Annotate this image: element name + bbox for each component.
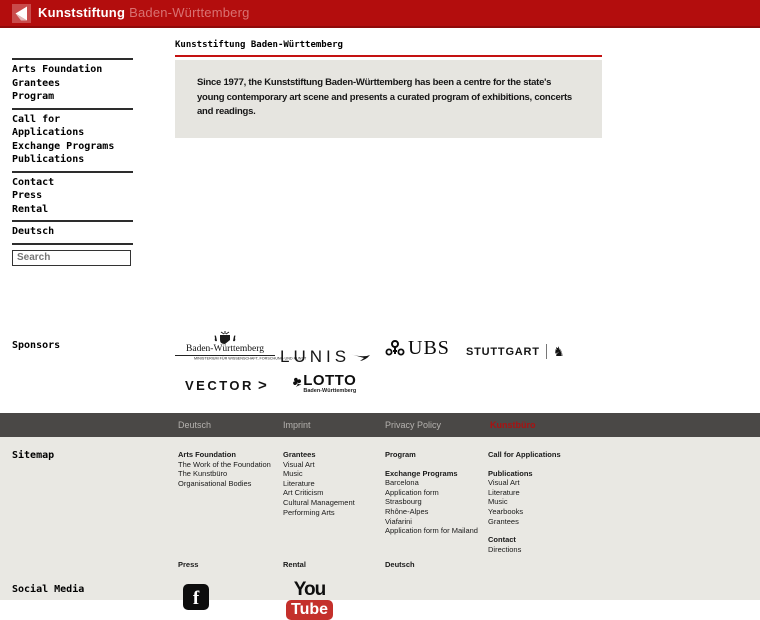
sitemap-link-performing-arts[interactable]: Performing Arts [283,507,335,517]
youtube-you-text: You [293,579,326,600]
nav-call-for-applications[interactable]: Call for Applications [12,113,85,138]
main-content [175,40,602,138]
ministry-crest-icon [175,331,275,344]
vector-name: VECTOR [185,378,254,393]
nav-group-contact [12,171,133,221]
brand-logo-icon[interactable] [12,4,31,23]
sitemap-link-pub-grantees[interactable]: Grantees [488,516,519,526]
sitemap-link-rhone-alpes[interactable]: Rhône-Alpes [385,506,429,516]
brand-title-light: Baden-Württemberg [129,5,250,20]
sitemap-link-art-criticism[interactable]: Art Criticism [283,488,324,498]
stuttgart-name: STUTTGART [466,345,540,358]
sidebar-nav [12,58,133,266]
stuttgart-divider [546,344,547,359]
lotto-name: LOTTO [303,372,357,389]
sitemap-link-work-of-foundation[interactable]: The Work of the Foundation [178,459,271,469]
sitemap-link-kunstbuero[interactable]: The Kunstbüro [178,469,228,479]
sitemap-column-program [385,450,487,545]
lotto-clover-icon: ♣ [289,371,305,390]
sitemap-link-pub-music[interactable]: Music [488,497,508,507]
sitemap-title-arts-foundation[interactable]: Arts Foundation [178,450,236,459]
sitemap-title-exchange-programs[interactable]: Exchange Programs [385,468,458,478]
youtube-logo[interactable] [286,580,333,620]
sitemap-link-barcelona[interactable]: Barcelona [385,478,419,488]
sitemap-title-call-for-applications[interactable]: Call for Applications [488,450,561,459]
search-container [12,243,133,266]
nav-publications[interactable]: Publications [12,154,85,165]
sitemap-column-arts-foundation [178,450,280,497]
sitemap-link-viafarini[interactable]: Viafarini [385,516,412,526]
vector-chevron-icon: > [257,377,267,394]
lunis-swoosh-icon [350,351,370,364]
legal-link-kunstbuero[interactable]: Kunstbüro [490,420,536,430]
youtube-tube-text: Tube [286,600,333,620]
sponsor-lotto-logo[interactable] [289,371,357,394]
sitemap-column-applications [488,450,590,563]
sitemap-link-directions[interactable]: Directions [488,544,522,554]
sitemap-bottom-press[interactable]: Press [178,560,199,569]
nav-group-programs [12,108,133,171]
intro-text: Since 1977, the Kunststiftung Baden-Württemberg has been a centre for the state's young contemporary art scene and presents a curated program of exhibitions, concerts and readings. [197,77,572,117]
sitemap-bottom-deutsch[interactable]: Deutsch [385,560,415,569]
facebook-icon[interactable]: f [183,584,209,610]
ministry-subtitle: MINISTERIUM FÜR WISSENSCHAFT, FORSCHUNG UND KUNST [194,357,307,361]
sitemap-title-grantees[interactable]: Grantees [283,450,316,459]
legal-link-privacy-policy[interactable]: Privacy Policy [385,420,442,430]
nav-press[interactable]: Press [12,190,43,201]
nav-rental[interactable]: Rental [12,203,49,215]
ubs-keys-icon [385,340,405,358]
social-media-label: Social Media [12,584,85,595]
brand-title[interactable] [38,5,250,20]
sitemap-link-cultural-management[interactable]: Cultural Management [283,497,355,507]
nav-group-main [12,58,133,108]
nav-deutsch[interactable]: Deutsch [12,226,55,237]
sponsors-label: Sponsors [12,340,61,351]
legal-link-imprint[interactable]: Imprint [283,420,311,430]
lotto-subtitle: Baden-Württemberg [303,388,357,394]
sitemap-link-application-form[interactable]: Application form [385,487,439,497]
nav-program[interactable]: Program [12,91,55,102]
nav-contact[interactable]: Contact [12,176,55,188]
ubs-name: UBS [408,337,450,359]
sitemap-column-grantees [283,450,385,526]
sitemap-title-program[interactable]: Program [385,450,416,459]
sitemap-title-publications[interactable]: Publications [488,468,533,478]
nav-arts-foundation[interactable]: Arts Foundation [12,64,103,75]
sitemap-link-yearbooks[interactable]: Yearbooks [488,506,524,516]
lunis-name: LUNIS [280,347,351,366]
nav-grantees[interactable]: Grantees [12,77,61,89]
sponsor-lunis-logo[interactable] [280,347,370,367]
sitemap-bottom-rental[interactable]: Rental [283,560,306,569]
header-bar [0,0,760,28]
nav-group-language [12,220,133,243]
sitemap-link-pub-visual-art[interactable]: Visual Art [488,478,520,488]
brand-title-bold: Kunststiftung [38,5,126,20]
sitemap-link-application-form-mailand[interactable]: Application form for Mailand [385,526,478,536]
sitemap-label: Sitemap [12,450,55,461]
sponsor-ubs-logo[interactable] [385,337,450,360]
stuttgart-horse-icon: ♞ [552,344,565,359]
intro-box [175,60,602,138]
nav-exchange-programs[interactable]: Exchange Programs [12,140,115,152]
sitemap-link-visual-art[interactable]: Visual Art [283,459,315,469]
page-title: Kunststiftung Baden-Württemberg [175,40,602,57]
sitemap-link-literature[interactable]: Literature [283,478,315,488]
legal-link-deutsch[interactable]: Deutsch [178,420,212,430]
sponsor-stuttgart-logo[interactable] [466,344,564,359]
legal-bar [0,413,760,437]
sponsor-vector-logo[interactable] [185,377,267,394]
sitemap-link-pub-literature[interactable]: Literature [488,487,520,497]
sitemap-link-strasbourg[interactable]: Strasbourg [385,497,422,507]
sitemap-link-music[interactable]: Music [283,469,303,479]
search-input[interactable] [12,250,131,266]
ministry-name: Baden-Württemberg [175,344,275,356]
sponsor-ministry-logo[interactable] [175,331,307,363]
sitemap-link-organisational-bodies[interactable]: Organisational Bodies [178,478,252,488]
sitemap-title-contact[interactable]: Contact [488,535,516,545]
